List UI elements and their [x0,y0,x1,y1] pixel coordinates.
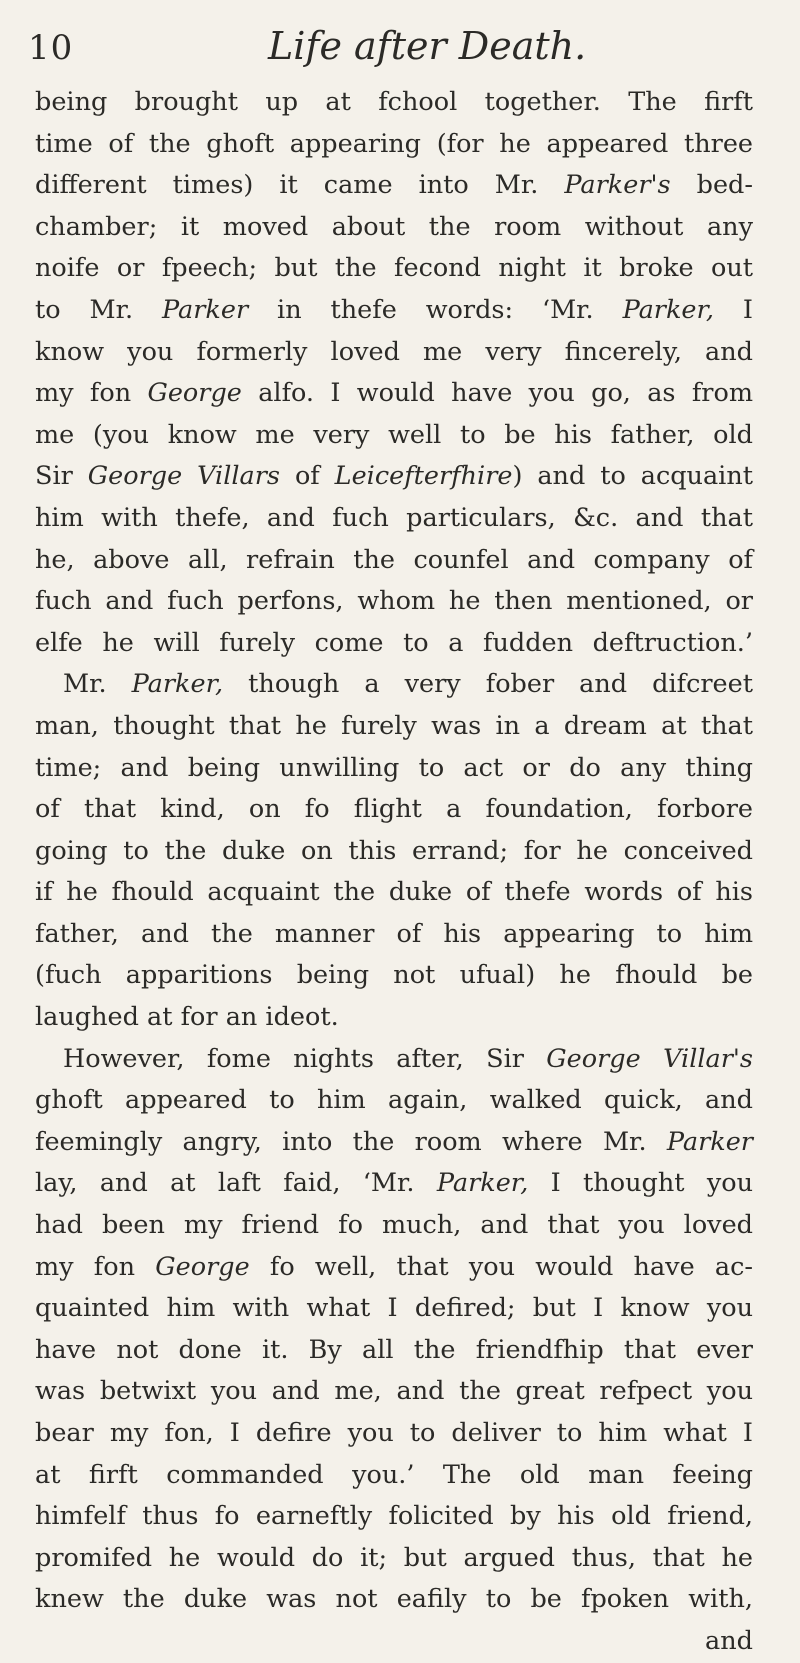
text-segment: promifed he would do it; but argued thus, that he [35,1542,753,1573]
text-segment: However, fome nights after, Sir [63,1043,547,1074]
text-segment: laughed at for an ideot. [35,1002,339,1033]
text-line [35,1247,753,1289]
text-segment: though a very fober and difcreet [223,669,753,700]
text-segment: me (you know me very well to be his father, old [35,419,753,450]
text-segment: fuch and fuch perfons, whom he then mentioned, or [35,586,753,617]
text-line [35,1080,753,1122]
text-line [35,1330,753,1372]
body-text [35,82,753,1663]
text-line [35,498,753,540]
text-segment: and [705,1625,753,1656]
text-segment: he, above all, refrain the counfel and company of [35,544,753,575]
text-segment: bed- [670,170,753,201]
text-line [35,1538,753,1580]
text-line [35,165,753,207]
text-line [35,664,753,706]
text-line [35,831,753,873]
text-segment: of that kind, on fo flight a foundation, forbore [35,794,753,825]
text-line [35,290,753,332]
page-number: 10 [28,28,74,68]
text-segment: if he fhould acquaint the duke of thefe words of his [35,877,753,908]
text-segment: time; and being unwilling to act or do any thing [35,752,753,783]
text-line [35,82,753,124]
text-line [35,248,753,290]
text-segment: know you formerly loved me very fincerely, and [35,336,753,367]
text-line [35,207,753,249]
text-line [35,456,753,498]
text-segment: of [280,461,335,492]
text-line [35,748,753,790]
text-segment: ) and to acquaint [512,461,754,492]
italic-text: Parker, [622,294,715,325]
text-segment: my fon [35,1251,156,1282]
text-segment: ghoft appeared to him again, walked quick, and [35,1085,753,1116]
italic-text: George [147,378,242,409]
catchword [35,1621,753,1663]
text-segment: feemingly angry, into the room where Mr. [35,1126,667,1157]
text-segment: bear my fon, I defire you to deliver to him what I [35,1418,753,1448]
text-line [35,1122,753,1164]
text-segment: at firft commanded you.’ The old man feeing [35,1459,753,1490]
text-segment: knew the duke was not eafily to be fpoken with, [35,1584,753,1615]
text-segment: man, thought that he furely was in a dream at that [35,710,753,741]
text-segment: Mr. [63,669,132,700]
text-segment: time of the ghoft appearing (for he appeared three [35,128,753,159]
italic-text: Parker, [131,669,224,700]
text-line [35,415,753,457]
text-segment: Sir [35,461,88,492]
text-line [35,1579,753,1621]
text-line [35,1288,753,1330]
text-segment: himfelf thus fo earneftly folicited by his old friend, [35,1501,753,1532]
text-segment: chamber; it moved about the room without any [35,211,753,242]
text-segment: I [714,294,753,325]
text-line [35,1163,753,1205]
italic-text: Parker [162,294,249,325]
text-line [35,872,753,914]
italic-text: Parker [666,1126,753,1157]
text-line [35,1371,753,1413]
text-line [35,955,753,997]
text-segment: going to the duke on this errand; for he conceived [35,835,753,866]
text-line [35,623,753,665]
text-segment: was betwixt you and me, and the great refpect you [35,1376,753,1407]
text-line [35,373,753,415]
text-segment: alfo. I would have you go, as from [241,378,754,409]
text-line [35,1205,753,1247]
italic-text: George Villar's [546,1043,753,1074]
text-segment: being brought up at fchool together. The firft [35,87,753,117]
text-line [35,1455,753,1497]
text-line [35,124,753,166]
text-segment: lay, and at laft faid, ‘Mr. [35,1168,437,1199]
text-segment: noife or fpeech; but the fecond night it broke out [35,253,753,284]
italic-text: Leicefterfhire [334,461,513,492]
text-line [35,997,753,1039]
text-segment: have not done it. By all the friendfhip that ever [35,1334,753,1365]
italic-text: Parker's [564,170,671,201]
text-segment: him with thefe, and fuch particulars, &c. and that [35,502,753,533]
text-segment: to Mr. [35,294,162,325]
text-segment: different times) it came into Mr. [35,170,565,201]
text-line [35,332,753,374]
text-segment: elfe he will furely come to a fudden deftruction.’ [35,627,753,658]
text-line [35,914,753,956]
text-line [35,581,753,623]
running-title: Life after Death. [268,24,587,68]
text-segment: father, and the manner of his appearing to him [35,918,753,949]
page-header [28,14,748,74]
text-segment: fo well, that you would have ac- [249,1251,753,1282]
italic-text: George Villars [87,461,281,492]
text-segment: quainted him with what I defired; but I know you [35,1293,753,1324]
text-segment: in thefe words: ‘Mr. [248,294,623,325]
text-segment: had been my friend fo much, and that you loved [35,1210,753,1241]
text-segment: I thought you [528,1168,754,1199]
text-segment: (fuch apparitions being not ufual) he fhould be [35,960,753,991]
text-line [35,1496,753,1538]
text-line [35,706,753,748]
text-line [35,789,753,831]
text-line [35,540,753,582]
text-line [35,1413,753,1455]
text-line [35,1039,753,1081]
italic-text: George [155,1251,250,1282]
text-segment: my fon [35,378,148,409]
italic-text: Parker, [436,1168,529,1199]
